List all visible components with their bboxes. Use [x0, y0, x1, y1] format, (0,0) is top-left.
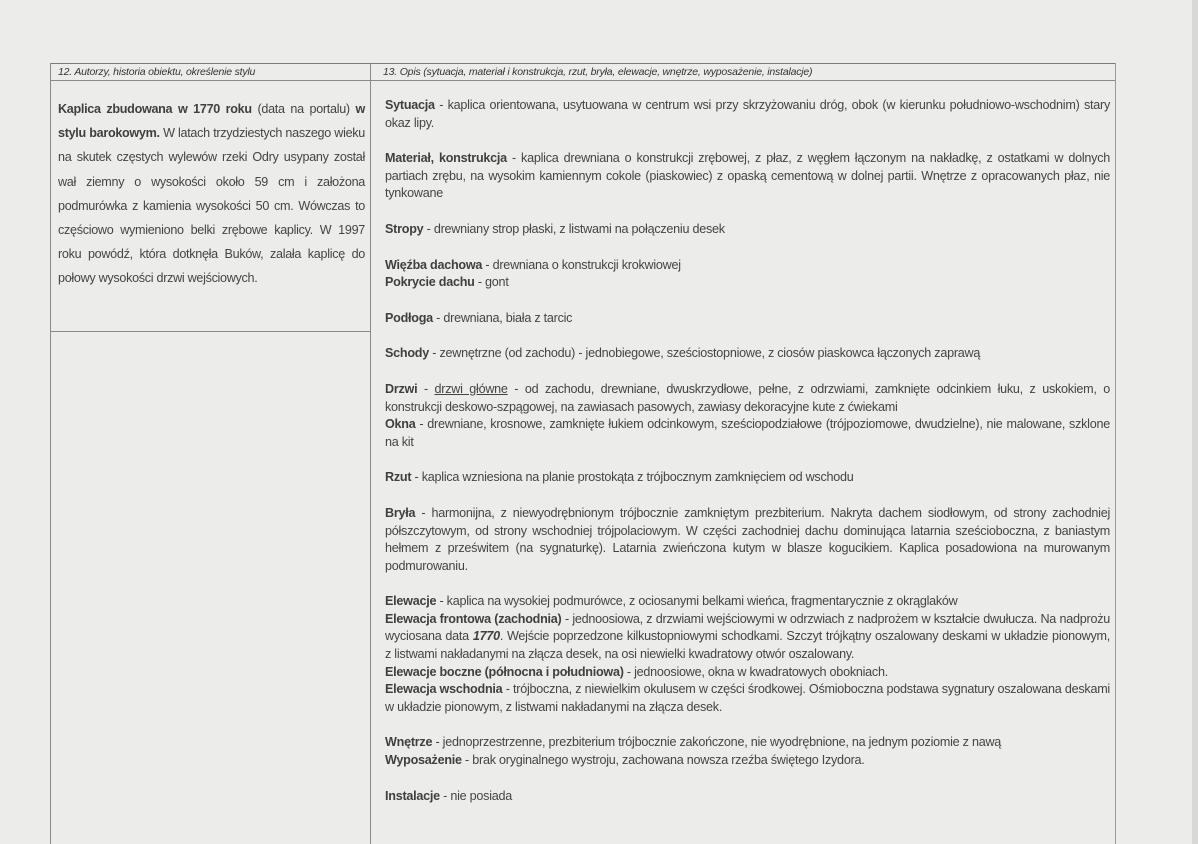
desc-rzut-text: - kaplica wzniesiona na planie prostokąta z trójbocznym zamknięciem od wschodu [411, 470, 854, 485]
history-body: W latach trzydziestych naszego wieku na skutek częstych wylewów rzeki Odry usypany został wał ziemny o wysokości około 59 cm i założona podmurówka z kamienia wysokości 50 cm. Wówczas to częściowo wymieniono belki zrębowe kaplicy. W 1997 roku powódź, która dotknęła Buków, zalała kaplicę do połowy wysokości drzwi wejściowych. [58, 126, 365, 286]
desc-podloga-text: - drewniana, biała z tarcic [432, 310, 573, 325]
desc-instalacje-label: Instalacje [385, 788, 440, 803]
desc-wschodnia-label: Elewacja wschodnia [385, 682, 503, 697]
history-date-note: (data na portalu) [251, 102, 356, 116]
desc-rzut-label: Rzut [385, 470, 412, 485]
desc-rzut [385, 469, 1110, 487]
desc-frontowa-date: 1770 [472, 629, 500, 644]
desc-wyposazenie-label: Wyposażenie [385, 753, 462, 768]
history-lead: Kaplica zbudowana w 1770 roku [58, 102, 252, 116]
desc-elewacje [385, 593, 1110, 611]
desc-material-label: Materiał, konstrukcja [385, 151, 507, 166]
desc-drzwi [385, 381, 1110, 416]
desc-wnetrze [385, 734, 1110, 752]
desc-wyposazenie [385, 752, 1110, 770]
desc-material-text: - kaplica drewniana o konstrukcji zrębowej, z płaz, z węgłem łączonym na nakładkę, z ostatkami w dolnych partiach zrębu, na wysokim kamiennym cokole (piaskowiec) z opaską cementową w dolnej partii. Wnętrze z opracowanych płaz, nie tynkowane [385, 151, 1110, 201]
description-column [385, 97, 1110, 805]
desc-stropy-label: Stropy [385, 221, 424, 236]
desc-frontowa-text-a: - jednoosiowa, z drzwiami wejściowymi w odrzwiach z nadprożem w kształcie dwułucza. Na nadprożu wyciosana data [385, 611, 1110, 644]
desc-pokrycie-label: Pokrycie dachu [385, 275, 475, 290]
desc-drzwi-label: Drzwi [385, 381, 418, 396]
desc-podloga [385, 310, 1110, 328]
desc-drzwi-text: - od zachodu, drewniane, dwuskrzydłowe, pełne, z odrzwiami, zamknięte odcinkiem łuku, z uskokiem, o konstrukcji deskowo-szpągowej, na zawiasach pasowych, zawiasy dekoracyjne kute z ćwiekami [385, 381, 1110, 414]
desc-wschodnia-text: - trójboczna, z niewielkim okulusem w części środkowej. Ośmioboczna podstawa sygnatury oszalowana deskami w układzie pionowym, z listwami nakładanymi na złącza desek. [385, 682, 1110, 714]
desc-drzwi-sep: - [417, 381, 435, 396]
table-border-top [50, 63, 1116, 64]
desc-elewacje-label: Elewacje [385, 594, 437, 609]
desc-wiezba [385, 257, 1110, 275]
desc-sytuacja-text: - kaplica orientowana, usytuowana w centrum wsi przy skrzyżowaniu dróg, obok (w kierunku południowo-wschodnim) stary okaz lipy. [385, 98, 1110, 130]
desc-okna [385, 416, 1110, 451]
left-cell-bottom-rule [50, 331, 370, 332]
table-border-left [50, 63, 51, 844]
desc-wyposazenie-text: - brak oryginalnego wystroju, zachowana nowsza rzeźba świętego Izydora. [461, 753, 865, 768]
header-rule-left [50, 80, 370, 81]
table-border-right [1115, 63, 1116, 844]
desc-okna-label: Okna [385, 417, 416, 432]
desc-schody-label: Schody [385, 346, 429, 361]
desc-podloga-label: Podłoga [385, 310, 433, 325]
desc-wnetrze-label: Wnętrze [385, 735, 433, 750]
desc-okna-text: - drewniane, krosnowe, zamknięte łukiem odcinkowym, sześciopodziałowe (trójpoziomowe, dwudzielne), nie malowane, szklone na kit [385, 417, 1110, 449]
history-style: w stylu barokowym. [58, 102, 365, 141]
desc-bryla-text: - harmonijna, z niewyodrębnionym trójbocznie zamkniętym prezbiterium. Nakryta dachem siodłowym, od strony zachodniej półszczytowym, od strony wschodniej trójpolaciowym. W części zachodniej dachu dominująca latarnia sześcioboczna, z baniastym hełmem z prześwitem (na sygnaturkę). Latarnia zwieńczona kutym w blasze kogucikiem. Kaplica posadowiona na murowanym podmurowaniu. [385, 505, 1110, 573]
desc-bryla-label: Bryła [385, 505, 416, 520]
desc-boczne-text: - jednoosiowe, okna w kwadratowych obokniach. [623, 664, 888, 679]
desc-stropy [385, 221, 1110, 239]
page-edge [1192, 0, 1198, 844]
desc-pokrycie [385, 274, 1110, 292]
desc-elewacje-text: - kaplica na wysokiej podmurówce, z ociosanymi belkami wieńca, fragmentarycznie z okrąglaków [436, 594, 958, 609]
desc-schody-text: - zewnętrzne (od zachodu) - jednobiegowe, sześciostopniowe, z ciosów piaskowca łączonych zaprawą [429, 346, 981, 361]
desc-material [385, 150, 1110, 203]
desc-boczne [385, 664, 1110, 682]
desc-drzwi-main-door: drzwi główne [434, 381, 508, 396]
desc-wiezba-label: Więźba dachowa [385, 257, 483, 272]
history-text [58, 97, 365, 291]
desc-boczne-label: Elewacje boczne (północna i południowa) [385, 664, 624, 679]
section-13-header: 13. Opis (sytuacja, materiał i konstrukcja, rzut, bryła, elewacje, wnętrze, wyposażenie, instalacje) [383, 66, 813, 78]
table-column-divider [370, 63, 371, 844]
desc-wiezba-text: - drewniana o konstrukcji krokwiowej [482, 257, 681, 272]
desc-wnetrze-text: - jednoprzestrzenne, prezbiterium trójbocznie zakończone, nie wyodrębnione, na jednym poziomie z nawą [432, 735, 1002, 750]
desc-wschodnia [385, 681, 1110, 716]
desc-sytuacja [385, 97, 1110, 132]
desc-schody [385, 345, 1110, 363]
desc-stropy-text: - drewniany strop płaski, z listwami na połączeniu desek [423, 221, 725, 236]
desc-instalacje [385, 788, 1110, 806]
section-12-header: 12. Autorzy, historia obiektu, określenie stylu [58, 66, 256, 78]
desc-instalacje-text: - nie posiada [439, 788, 513, 803]
desc-frontowa-label: Elewacja frontowa (zachodnia) [385, 611, 562, 626]
desc-frontowa [385, 611, 1110, 664]
desc-frontowa-text-b: . Wejście poprzedzone kilkustopniowymi schodkami. Szczyt trójkątny oszalowany deskami w układzie pionowym, z listwami nakładanymi na złącza desek, na osi niewielki kwadratowy otwór oszalowany. [385, 629, 1111, 662]
desc-pokrycie-text: - gont [474, 275, 509, 290]
desc-bryla [385, 505, 1110, 575]
header-rule-right [370, 80, 1115, 81]
desc-sytuacja-label: Sytuacja [385, 98, 435, 112]
